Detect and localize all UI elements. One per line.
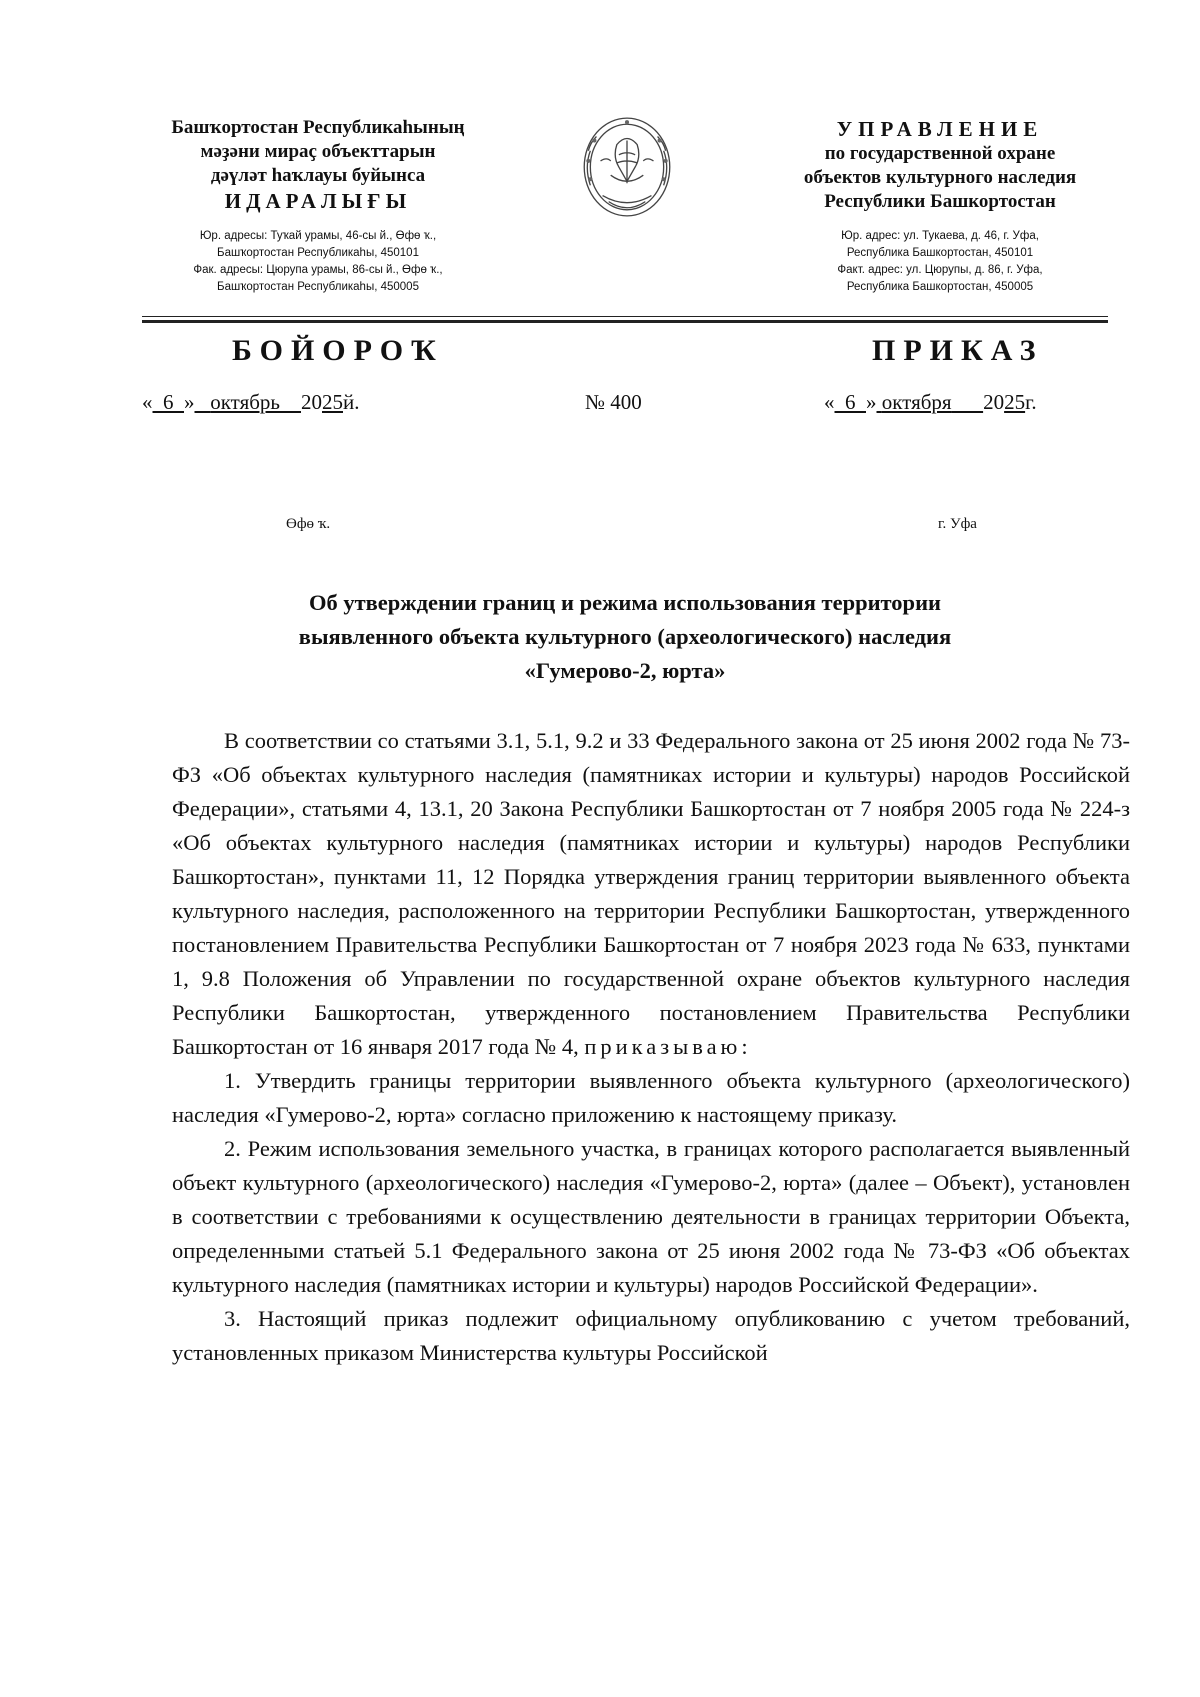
date-russian — [824, 390, 1037, 415]
order-number: № 400 — [585, 390, 642, 414]
date-bashkir-mid: » — [184, 390, 195, 414]
header-divider-thick — [142, 320, 1108, 323]
date-russian-month — [877, 390, 984, 414]
date-russian-unit: г. — [1025, 390, 1037, 414]
city-russian: г. Уфа — [938, 516, 977, 532]
city-bashkir: Өфө ҡ. — [286, 516, 331, 532]
body-paragraph-2: 2. Режим использования земельного участка, в границах которого располагается выявленный объект культурного (археологического) наследия «Гумерово-2, юрта» (далее – Объект), установлен в соответствии с требованиями к осуществлению деятельности в границах территории Объекта, определенными статьей 5.1 Федерального закона от 25 июня 2002 года № 73-ФЗ «Об объектах культурного наследия (памятниках истории и культуры) народов Российской Федерации». — [172, 1136, 1130, 1297]
header-russian-address: Юр. адрес: ул. Тукаева, д. 46, г. Уфа, Республика Башкортостан, 450101 Факт. адрес: ул. Цюрупы, д. 86, г. Уфа, Республика Башкортостан, 450005 — [837, 230, 1043, 293]
date-bashkir-day — [153, 390, 185, 414]
header-russian-title-strong: УПРАВЛЕНИЕ — [836, 117, 1044, 141]
document-subject: Об утверждении границ и режима использования территории выявленного объекта культурного (археологического) наследия «Гумерово-2, юрта» — [298, 590, 952, 683]
date-bashkir-year-suffix: 25 — [322, 390, 343, 414]
date-russian-year-prefix: 20 — [983, 390, 1005, 414]
date-russian-day-value: 6 — [845, 390, 856, 414]
date-bashkir-day-value: 6 — [163, 390, 174, 414]
date-bashkir-year-prefix: 20 — [301, 390, 322, 414]
document-body — [172, 724, 1130, 1370]
header-bashkir — [118, 116, 518, 296]
doc-type-bashkir: БОЙОРОҠ — [232, 334, 444, 367]
date-bashkir-month — [195, 390, 302, 414]
date-bashkir-open: « — [142, 390, 153, 414]
header-divider-thin — [142, 316, 1108, 317]
date-russian-open: « — [824, 390, 835, 414]
date-russian-year-suffix: 25 — [1004, 390, 1026, 414]
date-bashkir-month-value: октябрь — [210, 390, 280, 414]
header-russian — [760, 116, 1120, 296]
doc-type-russian: ПРИКАЗ — [872, 334, 1044, 367]
body-paragraph-preamble — [172, 724, 1130, 1064]
body-order-word: приказываю: — [584, 1034, 752, 1059]
date-russian-mid: » — [866, 390, 877, 414]
header-bashkir-address: Юр. адресы: Туҡай урамы, 46-сы й., Өфө ҡ., Башҡортостан Республикаһы, 450101 Фак. адресы: Цюрупа урамы, 86-сы й., Өфө ҡ., Башҡортостан Республикаһы, 450005 — [193, 230, 443, 293]
date-bashkir-unit: й. — [343, 390, 360, 414]
date-russian-month-value: октября — [881, 390, 952, 414]
body-paragraph-3: 3. Настоящий приказ подлежит официальному опубликованию с учетом требований, установленных приказом Министерства культуры Российской — [172, 1306, 1130, 1365]
body-paragraph-preamble-text: В соответствии со статьями 3.1, 5.1, 9.2 и 33 Федерального закона от 25 июня 2002 года № 73-ФЗ «Об объектах культурного наследия (памятниках истории и культуры) народов Российской Федерации», статьями 4, 13.1, 20 Закона Республики Башкортостан от 7 ноября 2005 года № 224-з «Об объектах культурного наследия (памятниках истории и культуры) народов Республики Башкортостан», пунктами 11, 12 Порядка утверждения границ территории выявленного объекта культурного наследия, расположенного на территории Республики Башкортостан, утвержденного постановлением Правительства Республики Башкортостан от 7 ноября 2023 года № 633, пунктами 1, 9.8 Положения об Управлении по государственной охране объектов культурного наследия Республики Башкортостан, утвержденного постановлением Правительства Республики Башкортостан от 16 января 2017 года № 4, — [172, 728, 1130, 1059]
body-paragraph-1: 1. Утвердить границы территории выявленного объекта культурного (археологического) наследия «Гумерово-2, юрта» согласно приложению к настоящему приказу. — [172, 1068, 1130, 1127]
date-russian-day — [835, 390, 867, 414]
header-bashkir-title: Башҡортостан Республикаһының мәҙәни мираҫ объекттарын дәүләт һаҡлауы буйынса — [171, 117, 465, 186]
header-bashkir-title-strong: ИДАРАЛЫҒЫ — [224, 189, 412, 213]
emblem-icon — [576, 110, 678, 222]
date-bashkir — [142, 390, 360, 415]
header-russian-title: по государственной охране объектов культурного наследия Республики Башкортостан — [803, 143, 1077, 212]
